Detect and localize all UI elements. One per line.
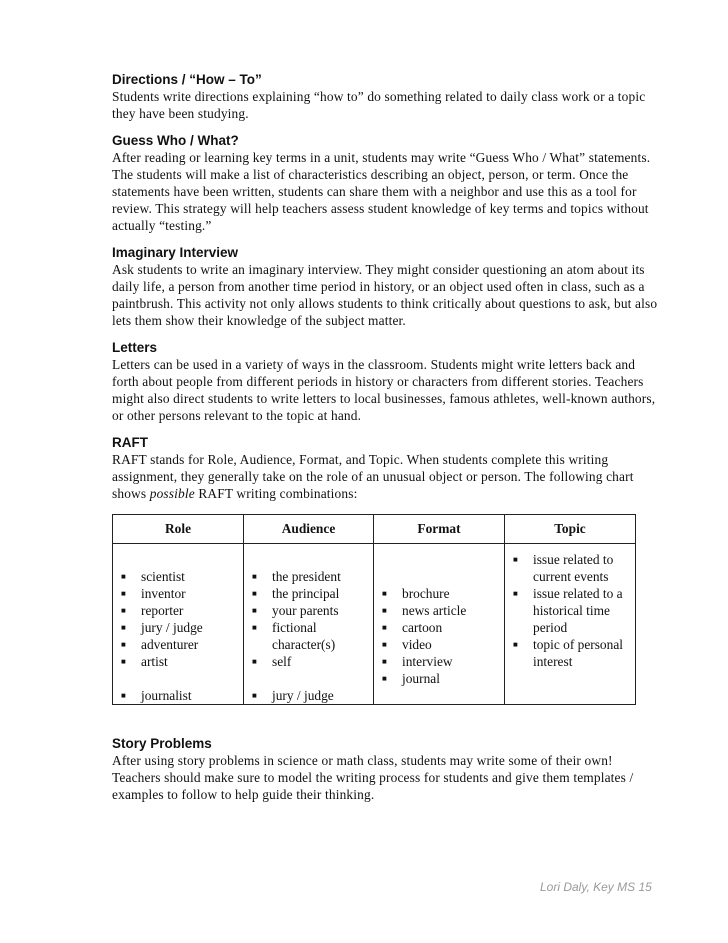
- list-item: ■ topic of personal interest: [513, 637, 623, 669]
- list-item: ■ adventurer: [121, 637, 199, 652]
- section-heading: Story Problems: [112, 736, 212, 751]
- list-item: ■ reporter: [121, 603, 184, 618]
- bullet-icon: ■: [252, 691, 257, 700]
- bullet-icon: ■: [121, 657, 126, 666]
- list-item: ■ issue related to current events: [513, 552, 614, 584]
- section-body: After reading or learning key terms in a unit, students may write “Guess Who / What” statements. The students will make a list of characteristics describing an object, person, or term. Once the statements have been written, students can share them with a neighbor and use this as a tool for review. This strategy will help teachers assess student knowledge of key terms and topics without actually “testing.”: [112, 150, 651, 233]
- bullet-icon: ■: [382, 640, 387, 649]
- list-item: ■ brochure: [382, 586, 450, 601]
- bullet-icon: ■: [382, 589, 387, 598]
- raft-table-header-row: [113, 515, 636, 544]
- list-item: ■ issue related to a historical time period: [513, 586, 623, 635]
- list-item: ■ news article: [382, 603, 467, 618]
- section-body: Students write directions explaining “how to” do something related to daily class work or a topic they have been studying.: [112, 89, 646, 121]
- raft-body-before: RAFT stands for Role, Audience, Format, and Topic. When students complete this writing assignment, they generally take on the role of an unusual object or person. The following chart shows: [112, 452, 634, 501]
- section-imaginary-interview: [112, 244, 660, 329]
- section-body: Letters can be used in a variety of ways in the classroom. Students might write letters back and forth about people from different periods in history or characters from different stories. Teachers might also direct students to write letters to local businesses, famous athletes, well-known authors, or other persons relevant to the topic at hand.: [112, 357, 656, 423]
- audience-list: [248, 568, 369, 704]
- bullet-icon: ■: [252, 623, 257, 632]
- list-item: ■ jury / judge: [252, 688, 334, 703]
- bullet-icon: ■: [121, 640, 126, 649]
- bullet-icon: ■: [382, 657, 387, 666]
- section-letters: [112, 339, 660, 424]
- bullet-icon: ■: [513, 555, 518, 564]
- list-item: ■ the president: [252, 569, 341, 584]
- list-item: ■ artist: [121, 654, 168, 669]
- topic-cell: [505, 544, 636, 705]
- raft-body-after: RAFT writing combinations:: [194, 486, 358, 501]
- list-item: ■ interview: [382, 654, 453, 669]
- document-content: [112, 71, 660, 813]
- bullet-icon: ■: [382, 606, 387, 615]
- raft-body-emphasis: possible: [149, 486, 195, 501]
- bullet-icon: ■: [121, 589, 126, 598]
- list-item: ■ journalist: [121, 688, 192, 703]
- section-directions: [112, 71, 660, 122]
- role-list: [117, 568, 239, 704]
- list-item: ■ scientist: [121, 569, 185, 584]
- raft-table-row: [113, 544, 636, 705]
- format-list: [378, 585, 500, 687]
- list-item: ■ self: [252, 654, 292, 669]
- bullet-icon: ■: [252, 606, 257, 615]
- list-item: ■ the principal: [252, 586, 340, 601]
- section-body: Ask students to write an imaginary interview. They might consider questioning an atom about its daily life, a person from another time period in history, or an object used often in class, such as a paintbrush. This activity not only allows students to think critically about questions to ask, but also lets them show their knowledge of the subject matter.: [112, 262, 658, 328]
- section-body: [112, 451, 660, 502]
- list-item: ■ journal: [382, 671, 440, 686]
- bullet-icon: ■: [382, 674, 387, 683]
- bullet-icon: ■: [252, 657, 257, 666]
- list-item: ■ video: [382, 637, 432, 652]
- section-body: After using story problems in science or math class, students may write some of their own! Teachers should make sure to model the writing process for students and give them templates / examples to follow to help guide their thinking.: [112, 753, 634, 802]
- column-header-format: Format: [374, 515, 505, 544]
- column-header-role: Role: [113, 515, 244, 544]
- column-header-audience: Audience: [244, 515, 374, 544]
- bullet-icon: ■: [121, 623, 126, 632]
- topic-list: [509, 551, 631, 670]
- bullet-icon: ■: [513, 589, 518, 598]
- bullet-icon: ■: [513, 640, 518, 649]
- section-heading: Imaginary Interview: [112, 245, 239, 260]
- page-footer: Lori Daly, Key MS 15: [540, 880, 652, 894]
- bullet-icon: ■: [121, 691, 126, 700]
- bullet-icon: ■: [252, 572, 257, 581]
- section-heading: Letters: [112, 340, 158, 355]
- section-guess-who: [112, 132, 660, 234]
- bullet-icon: ■: [382, 623, 387, 632]
- section-raft: [112, 434, 660, 705]
- bullet-icon: ■: [252, 589, 257, 598]
- list-item: ■ inventor: [121, 586, 186, 601]
- list-item: ■ fictional character(s): [252, 620, 336, 652]
- raft-table: [112, 514, 636, 705]
- bullet-icon: ■: [121, 606, 126, 615]
- list-item: ■ jury / judge: [121, 620, 203, 635]
- format-cell: [374, 544, 505, 705]
- section-heading: Directions / “How – To”: [112, 72, 262, 87]
- column-header-topic: Topic: [505, 515, 636, 544]
- audience-cell: [244, 544, 374, 705]
- role-cell: [113, 544, 244, 705]
- section-heading: Guess Who / What?: [112, 133, 239, 148]
- section-story-problems: [112, 735, 660, 803]
- list-item: ■ cartoon: [382, 620, 443, 635]
- bullet-icon: ■: [121, 572, 126, 581]
- list-item: ■ your parents: [252, 603, 339, 618]
- section-heading: RAFT: [112, 435, 148, 450]
